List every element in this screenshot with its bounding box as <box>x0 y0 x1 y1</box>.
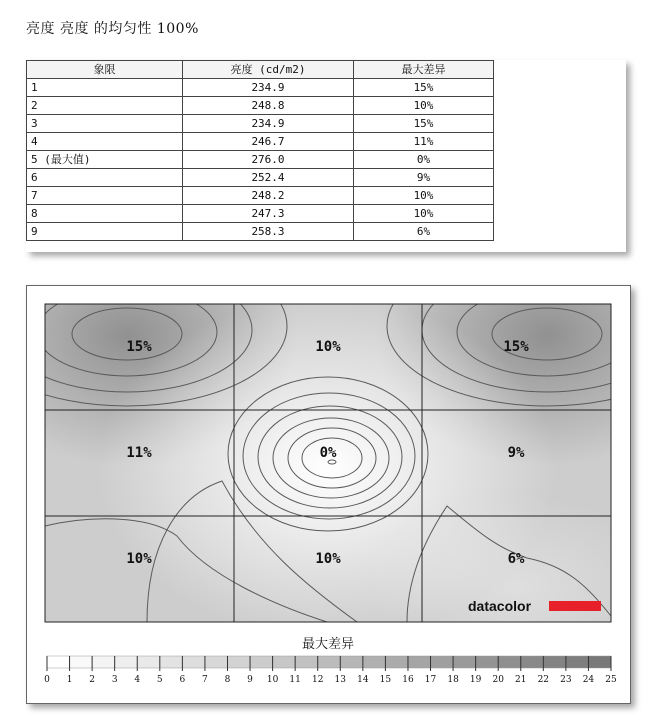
legend-tick-label: 4 <box>134 675 141 685</box>
header-quadrant: 象限 <box>27 61 183 79</box>
quadrant-label-9: 6% <box>507 551 525 567</box>
legend-tick-label: 10 <box>266 675 279 685</box>
cell-quadrant: 9 <box>27 223 183 241</box>
quadrant-label-3: 15% <box>503 339 529 355</box>
cell-max-diff: 10% <box>354 187 494 205</box>
legend-tick-label: 17 <box>424 675 437 685</box>
table-row <box>27 205 494 223</box>
uniformity-table <box>26 60 494 241</box>
page-title: 亮度 亮度 的均匀性 100% <box>26 21 199 37</box>
cell-max-diff: 15% <box>354 79 494 97</box>
cell-max-diff: 15% <box>354 115 494 133</box>
legend-tick-label: 7 <box>202 675 208 685</box>
legend-swatch <box>115 656 138 668</box>
legend-swatch <box>227 656 250 668</box>
legend-swatch <box>295 656 318 668</box>
legend-swatch <box>566 656 589 668</box>
legend-tick-label: 22 <box>537 675 550 685</box>
cell-quadrant: 2 <box>27 97 183 115</box>
legend-tick-label: 13 <box>334 675 347 685</box>
uniformity-table-panel <box>26 60 626 252</box>
legend-tick-label: 25 <box>605 675 617 685</box>
cell-quadrant: 4 <box>27 133 183 151</box>
cell-quadrant: 3 <box>27 115 183 133</box>
legend-tick-label: 0 <box>44 675 50 685</box>
legend-tick-label: 1 <box>66 675 73 685</box>
legend-swatch <box>363 656 386 668</box>
cell-max-diff: 6% <box>354 223 494 241</box>
legend-title: 最大差异 <box>301 637 355 652</box>
cell-quadrant: 1 <box>27 79 183 97</box>
legend-swatch <box>340 656 363 668</box>
legend-swatch <box>385 656 408 668</box>
table-row <box>27 97 494 115</box>
legend-tick-label: 21 <box>515 675 527 685</box>
header-luminance: 亮度 (cd/m2) <box>183 61 354 79</box>
legend-scale <box>44 656 617 685</box>
quadrant-label-6: 9% <box>507 445 525 461</box>
legend-tick-label: 11 <box>289 675 301 685</box>
legend-tick-label: 24 <box>582 675 595 685</box>
cell-max-diff: 10% <box>354 205 494 223</box>
quadrant-label-1: 15% <box>126 339 152 355</box>
legend-tick-label: 2 <box>89 675 95 685</box>
table-row <box>27 187 494 205</box>
legend-swatch <box>588 656 611 668</box>
cell-luminance: 252.4 <box>183 169 354 187</box>
legend-tick-label: 19 <box>469 675 482 685</box>
legend-tick-label: 12 <box>311 675 324 685</box>
table-row <box>27 115 494 133</box>
cell-luminance: 246.7 <box>183 133 354 151</box>
legend-tick-label: 20 <box>492 675 504 685</box>
legend-tick-label: 3 <box>111 675 118 685</box>
legend-tick-label: 8 <box>224 675 231 685</box>
legend-swatch <box>498 656 521 668</box>
legend-swatch <box>543 656 566 668</box>
legend-swatch <box>273 656 296 668</box>
cell-luminance: 248.2 <box>183 187 354 205</box>
legend-tick-label: 14 <box>357 675 369 685</box>
legend-swatch <box>205 656 228 668</box>
quadrant-label-4: 11% <box>126 445 152 461</box>
table-header-row <box>27 61 494 79</box>
table-row <box>27 169 494 187</box>
cell-luminance: 258.3 <box>183 223 354 241</box>
table-row <box>27 79 494 97</box>
cell-max-diff: 0% <box>354 151 494 169</box>
legend-swatch <box>137 656 160 668</box>
legend-swatch <box>521 656 544 668</box>
legend-swatch <box>250 656 273 668</box>
legend-tick-label: 15 <box>379 675 392 685</box>
legend-swatch <box>160 656 183 668</box>
legend-tick-label: 5 <box>156 675 163 685</box>
logo-bar <box>549 601 601 611</box>
header-max-diff: 最大差异 <box>354 61 494 79</box>
cell-luminance: 234.9 <box>183 79 354 97</box>
legend-swatch <box>182 656 205 668</box>
table-row <box>27 151 494 169</box>
cell-quadrant: 7 <box>27 187 183 205</box>
cell-quadrant: 8 <box>27 205 183 223</box>
cell-luminance: 234.9 <box>183 115 354 133</box>
quadrant-label-2: 10% <box>315 339 341 355</box>
cell-quadrant: 5 (最大值) <box>27 151 183 169</box>
table-row <box>27 133 494 151</box>
legend-swatch <box>47 656 70 668</box>
uniformity-heatmap <box>27 286 630 703</box>
legend-swatch <box>476 656 499 668</box>
cell-max-diff: 9% <box>354 169 494 187</box>
logo-text: datacolor <box>468 598 532 614</box>
legend-swatch <box>453 656 476 668</box>
legend-tick-label: 23 <box>560 675 572 685</box>
cell-max-diff: 11% <box>354 133 494 151</box>
legend-tick-label: 18 <box>447 675 459 685</box>
quadrant-label-8: 10% <box>315 551 341 567</box>
cell-quadrant: 6 <box>27 169 183 187</box>
legend-tick-label: 6 <box>179 675 186 685</box>
legend-swatch <box>92 656 115 668</box>
legend-swatch <box>318 656 341 668</box>
cell-luminance: 276.0 <box>183 151 354 169</box>
table-row <box>27 223 494 241</box>
legend-swatch <box>431 656 454 668</box>
legend-swatch <box>70 656 93 668</box>
legend-tick-label: 9 <box>247 675 253 685</box>
quadrant-label-5: 0% <box>319 445 337 461</box>
legend-swatch <box>408 656 431 668</box>
cell-luminance: 248.8 <box>183 97 354 115</box>
cell-max-diff: 10% <box>354 97 494 115</box>
quadrant-label-7: 10% <box>126 551 152 567</box>
cell-luminance: 247.3 <box>183 205 354 223</box>
uniformity-heatmap-panel <box>26 285 631 704</box>
legend-tick-label: 16 <box>402 675 414 685</box>
